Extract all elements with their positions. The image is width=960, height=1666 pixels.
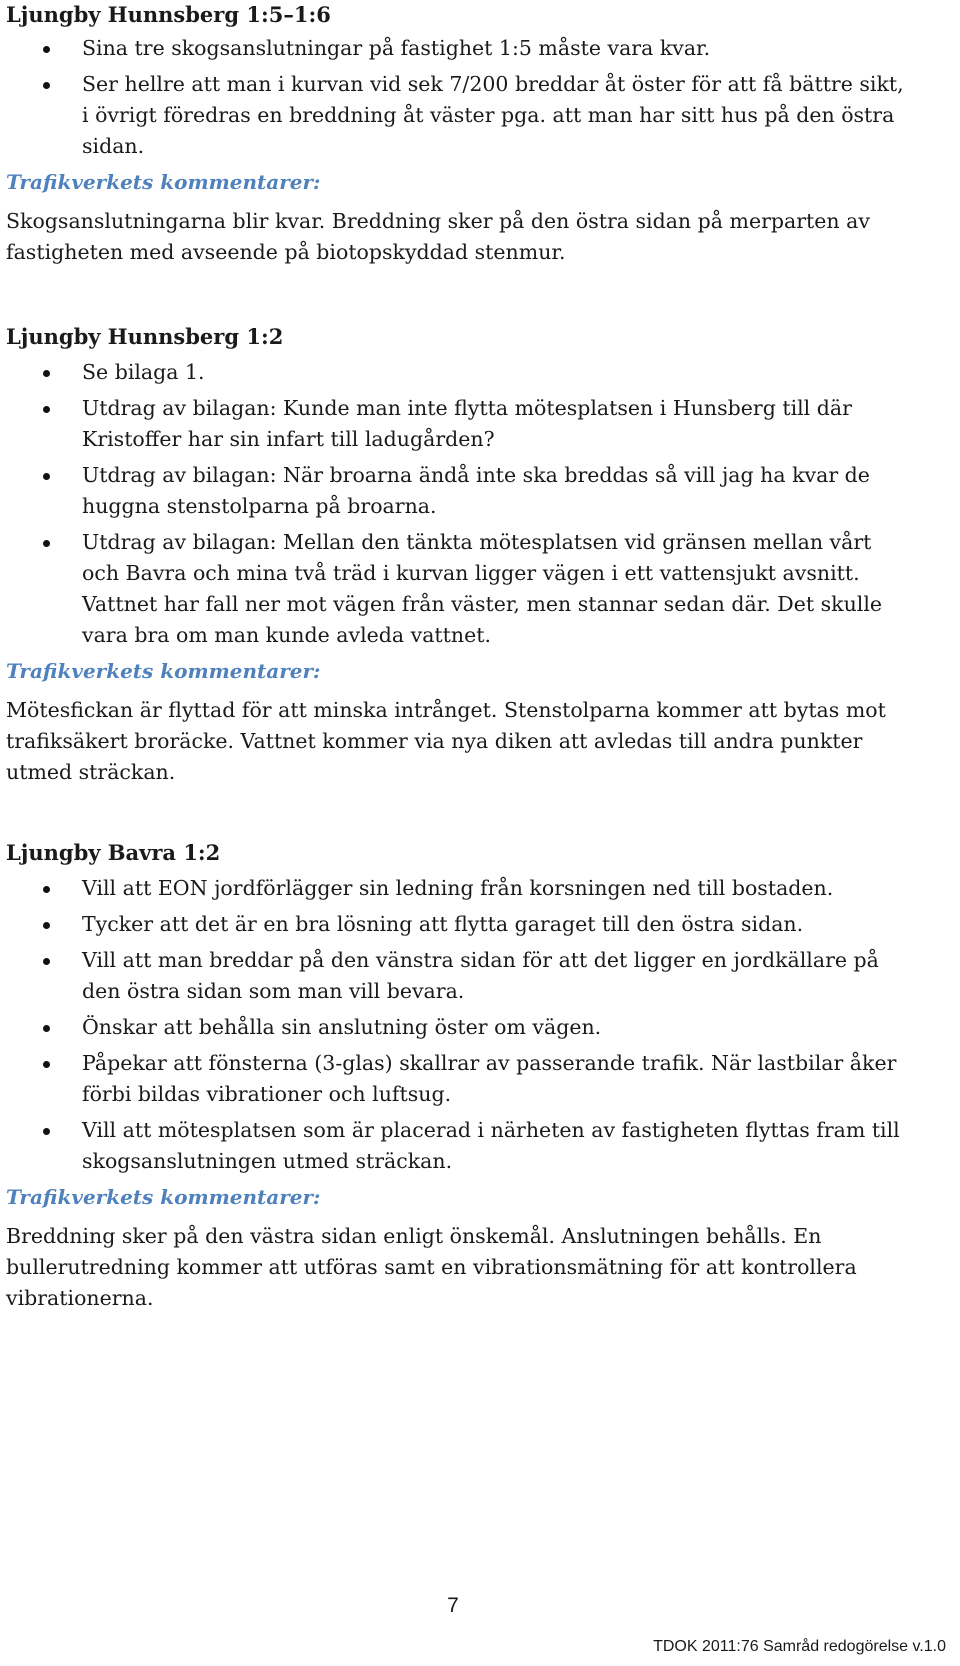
list-item: Vill att EON jordförlägger sin ledning från korsningen ned till bostaden. <box>6 873 906 904</box>
comment-heading: Trafikverkets kommentarer: <box>6 659 321 683</box>
comment-heading: Trafikverkets kommentarer: <box>6 1185 321 1209</box>
bullet-icon <box>43 82 50 89</box>
list-item: Utdrag av bilagan: Mellan den tänkta mötesplatsen vid gränsen mellan vårt och Bavra och mina två träd i kurvan ligger vägen i ett vattensjukt avsnitt. Vattnet har fall ner mot vägen från väster, men stannar sedan där. Det skulle vara bra om man kunde avleda vattnet. <box>6 527 906 651</box>
list-item: Utdrag av bilagan: Kunde man inte flytta mötesplatsen i Hunsberg till där Kristoffer har sin infart till ladugården? <box>6 393 906 455</box>
document-footer: TDOK 2011:76 Samråd redogörelse v.1.0 <box>653 1638 946 1655</box>
list-item: Vill att man breddar på den vänstra sidan för att det ligger en jordkällare på den östra sidan som man vill bevara. <box>6 945 906 1007</box>
bullet-list <box>6 33 906 162</box>
bullet-icon <box>43 370 50 377</box>
comment-text: Mötesfickan är flyttad för att minska intrånget. Stenstolparna kommer att bytas mot trafiksäkert broräcke. Vattnet kommer via nya diken att avledas till andra punkter utmed sträckan. <box>6 698 886 784</box>
list-item: Se bilaga 1. <box>6 357 906 388</box>
list-item: Vill att mötesplatsen som är placerad i närheten av fastigheten flyttas fram till skogsanslutningen utmed sträckan. <box>6 1115 906 1177</box>
comment-text: Skogsanslutningarna blir kvar. Breddning sker på den östra sidan på merparten av fastigheten med avseende på biotopskyddad stenmur. <box>6 209 870 264</box>
bullet-list <box>6 873 906 1177</box>
bullet-icon <box>43 406 50 413</box>
comment-heading: Trafikverkets kommentarer: <box>6 170 321 194</box>
section-bavra-1-2 <box>6 838 906 1314</box>
section-hunnsberg-1-2 <box>6 322 906 788</box>
bullet-icon <box>43 886 50 893</box>
list-item: Tycker att det är en bra lösning att flytta garaget till den östra sidan. <box>6 909 906 940</box>
bullet-icon <box>43 1061 50 1068</box>
section-heading: Ljungby Bavra 1:2 <box>6 840 221 865</box>
bullet-icon <box>43 1128 50 1135</box>
list-item: Sina tre skogsanslutningar på fastighet 1:5 måste vara kvar. <box>6 33 906 64</box>
bullet-icon <box>43 473 50 480</box>
section-heading: Ljungby Hunnsberg 1:5–1:6 <box>6 2 331 27</box>
section-hunnsberg-1-5 <box>6 0 906 268</box>
list-item: Utdrag av bilagan: När broarna ändå inte ska breddas så vill jag ha kvar de huggna stenstolparna på broarna. <box>6 460 906 522</box>
comment-text: Breddning sker på den västra sidan enligt önskemål. Anslutningen behålls. En bullerutredning kommer att utföras samt en vibrationsmätning för att kontrollera vibrationerna. <box>6 1224 857 1310</box>
bullet-icon <box>43 1025 50 1032</box>
bullet-icon <box>43 922 50 929</box>
page-number: 7 <box>447 1594 459 1617</box>
list-item: Påpekar att fönsterna (3-glas) skallrar av passerande trafik. När lastbilar åker förbi bildas vibrationer och luftsug. <box>6 1048 906 1110</box>
bullet-icon <box>43 46 50 53</box>
list-item: Önskar att behålla sin anslutning öster om vägen. <box>6 1012 906 1043</box>
section-heading: Ljungby Hunnsberg 1:2 <box>6 324 284 349</box>
bullet-icon <box>43 958 50 965</box>
bullet-list <box>6 357 906 651</box>
list-item: Ser hellre att man i kurvan vid sek 7/200 breddar åt öster för att få bättre sikt, i övrigt föredras en breddning åt väster pga. att man har sitt hus på den östra sidan. <box>6 69 906 162</box>
bullet-icon <box>43 540 50 547</box>
